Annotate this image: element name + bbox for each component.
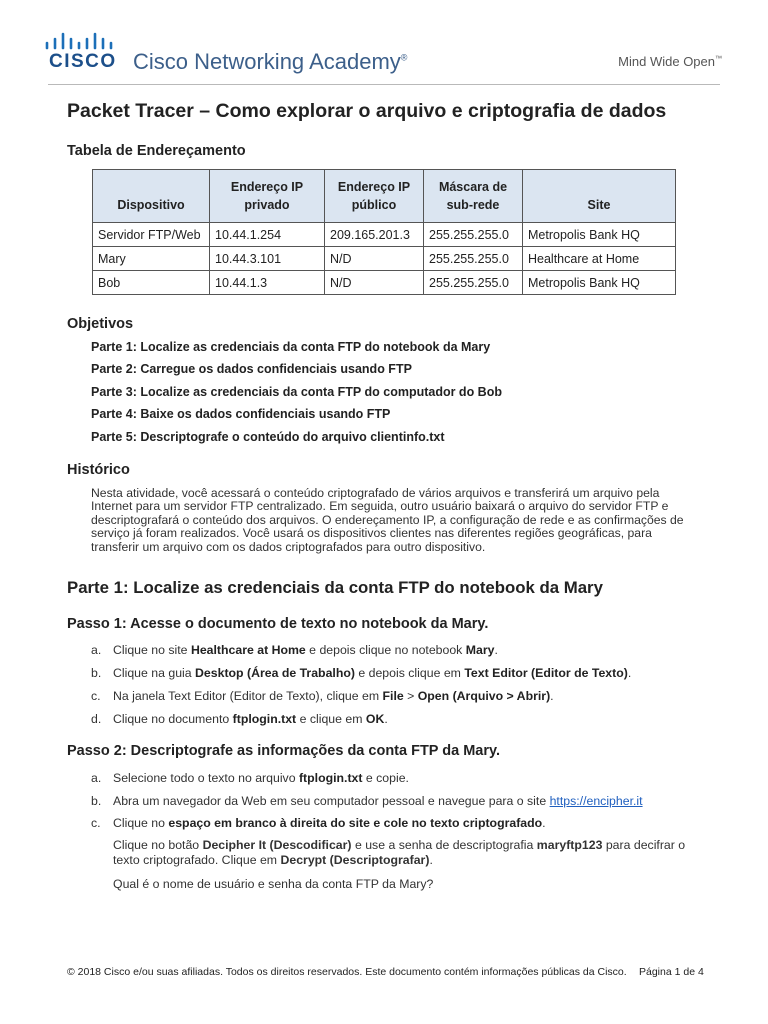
addressing-table-heading: Tabela de Endereçamento xyxy=(67,143,246,159)
table-cell: Healthcare at Home xyxy=(523,247,676,271)
table-cell: Servidor FTP/Web xyxy=(93,223,210,247)
column-header: Máscara de sub-rede xyxy=(424,170,523,223)
table-cell: 255.255.255.0 xyxy=(424,271,523,295)
footer-page-number: Página 1 de 4 xyxy=(639,966,704,978)
list-item: a. Clique no site Healthcare at Home e depois clique no notebook Mary. xyxy=(91,643,498,657)
table-cell: Metropolis Bank HQ xyxy=(523,223,676,247)
table-cell: Bob xyxy=(93,271,210,295)
objectives-heading: Objetivos xyxy=(67,316,134,332)
column-header: Endereço IP privado xyxy=(210,170,325,223)
list-item: c. Na janela Text Editor (Editor de Texto), clique em File > Open (Arquivo > Abrir). xyxy=(91,689,554,703)
column-header: Dispositivo xyxy=(93,170,210,223)
background-paragraph: Nesta atividade, você acessará o conteúdo criptografado de vários arquivos e transferirá um arquivo pela Internet para um servidor FTP centralizado. Em seguida, outro usuário baixará o arquivo do servidor FTP e descriptografará o conteúdo dos arquivos. O endereçamento IP, a configuração de rede e as confirmações de serviço já foram realizados. Você usará os dispositivos clientes nas diferentes regiões geográficas, para transferir um arquivo com os dados criptografados para outro dispositivo. xyxy=(91,486,684,554)
step1-heading: Passo 1: Acesse o documento de texto no notebook da Mary. xyxy=(67,616,489,632)
tagline: Mind Wide Open™ xyxy=(618,54,722,69)
table-cell: 255.255.255.0 xyxy=(424,223,523,247)
table-row xyxy=(93,271,676,295)
objective-item: Parte 1: Localize as credenciais da conta FTP do notebook da Mary xyxy=(91,340,491,354)
list-item: c. Clique no espaço em branco à direita do site e cole no texto criptografado. xyxy=(91,816,546,830)
part1-heading: Parte 1: Localize as credenciais da conta FTP do notebook da Mary xyxy=(67,578,603,597)
table-cell: 10.44.3.101 xyxy=(210,247,325,271)
table-cell: 10.44.1.3 xyxy=(210,271,325,295)
column-header: Endereço IP público xyxy=(325,170,424,223)
table-cell: 255.255.255.0 xyxy=(424,247,523,271)
decipher-instructions: Clique no botão Decipher It (Descodificar) e use a senha de descriptografia maryftp123 para decifrar o texto criptografado. Clique em Decrypt (Descriptografar). xyxy=(113,838,686,867)
objective-item: Parte 2: Carregue os dados confidenciais usando FTP xyxy=(91,362,412,376)
cisco-logo-icon xyxy=(44,30,114,50)
encipher-link[interactable]: https://encipher.it xyxy=(549,794,643,808)
table-row xyxy=(93,223,676,247)
table-header-row xyxy=(93,170,676,223)
table-cell: N/D xyxy=(325,271,424,295)
header-divider xyxy=(48,84,720,85)
list-item: d. Clique no documento ftplogin.txt e clique em OK. xyxy=(91,712,388,726)
list-item: b. Clique na guia Desktop (Área de Trabalho) e depois clique em Text Editor (Editor de Texto). xyxy=(91,666,632,680)
table-row xyxy=(93,247,676,271)
objective-item: Parte 3: Localize as credenciais da conta FTP do computador do Bob xyxy=(91,385,502,399)
list-item: b. Abra um navegador da Web em seu computador pessoal e navegue para o site https://encipher.it xyxy=(91,794,643,808)
table-cell: 209.165.201.3 xyxy=(325,223,424,247)
table-cell: Mary xyxy=(93,247,210,271)
table-cell: N/D xyxy=(325,247,424,271)
page-title: Packet Tracer – Como explorar o arquivo e criptografia de dados xyxy=(67,100,667,122)
addressing-table xyxy=(92,169,676,295)
background-heading: Histórico xyxy=(67,462,130,478)
column-header: Site xyxy=(523,170,676,223)
cisco-wordmark: CISCO xyxy=(49,51,117,72)
footer-copyright: © 2018 Cisco e/ou suas afiliadas. Todos os direitos reservados. Este documento contém informações públicas da Cisco. xyxy=(67,966,627,978)
objective-item: Parte 4: Baixe os dados confidenciais usando FTP xyxy=(91,407,391,421)
table-cell: Metropolis Bank HQ xyxy=(523,271,676,295)
objective-item: Parte 5: Descriptografe o conteúdo do arquivo clientinfo.txt xyxy=(91,430,445,444)
list-item: a. Selecione todo o texto no arquivo ftplogin.txt e copie. xyxy=(91,771,409,785)
table-cell: 10.44.1.254 xyxy=(210,223,325,247)
question-text: Qual é o nome de usuário e senha da conta FTP da Mary? xyxy=(113,877,434,891)
step2-heading: Passo 2: Descriptografe as informações da conta FTP da Mary. xyxy=(67,743,500,759)
academy-title: Cisco Networking Academy® xyxy=(133,49,408,74)
